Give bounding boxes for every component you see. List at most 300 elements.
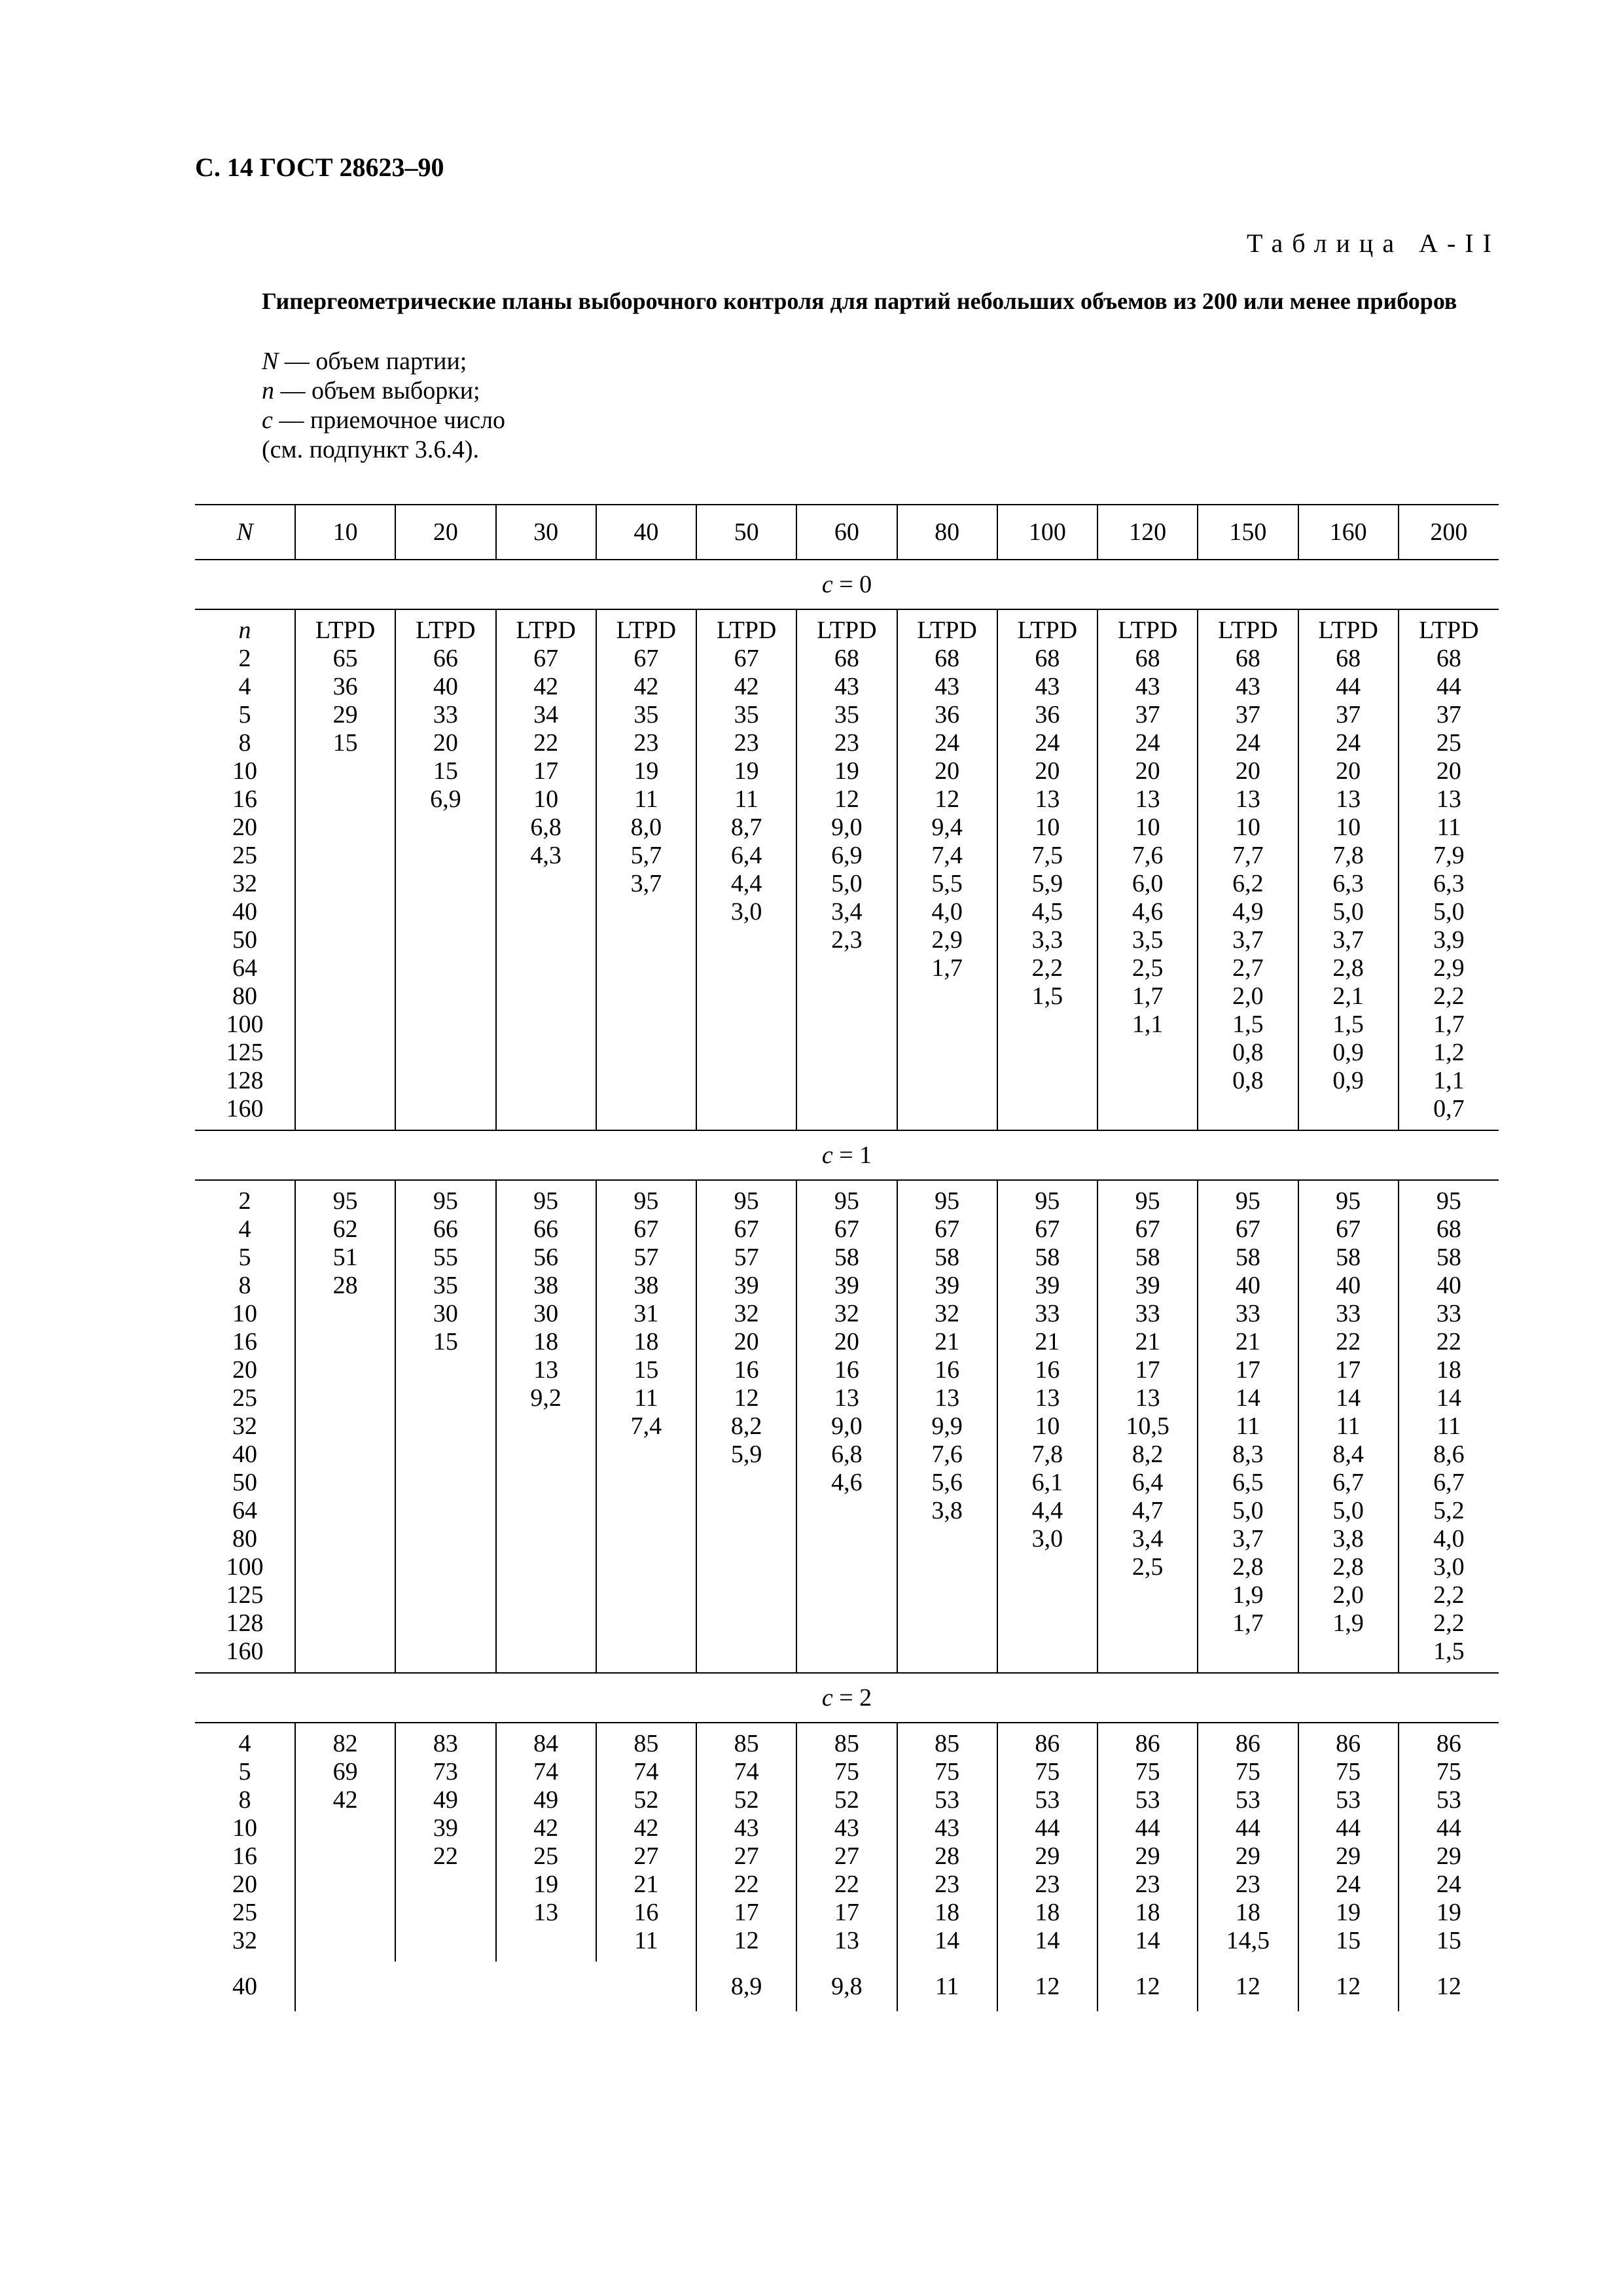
- ltpd-value: 4,0: [931, 898, 963, 925]
- ltpd-column-cell: [696, 1723, 796, 1962]
- n-value: 100: [226, 1553, 264, 1581]
- ltpd-value: 66: [433, 1215, 458, 1243]
- ltpd-value: 43: [834, 1814, 859, 1842]
- ltpd-value: 20: [1436, 757, 1461, 785]
- ltpd-value: 37: [1135, 701, 1160, 728]
- section-label-symbol: c: [821, 1141, 833, 1169]
- ltpd-value: 1,2: [1433, 1039, 1465, 1066]
- ltpd-value: 67: [1336, 1215, 1361, 1243]
- ltpd-value: 24: [1235, 729, 1260, 757]
- ltpd-value: 20: [1135, 757, 1160, 785]
- n-value: 40: [232, 898, 257, 925]
- ltpd-value: 4,3: [530, 842, 562, 869]
- ltpd-value: 52: [734, 1786, 759, 1814]
- ltpd-value: 75: [834, 1758, 859, 1785]
- ltpd-value: 29: [1436, 1842, 1461, 1870]
- ltpd-value: 2,5: [1132, 954, 1164, 982]
- ltpd-value: 58: [1035, 1244, 1060, 1271]
- ltpd-value: 95: [433, 1187, 458, 1215]
- ltpd-value: 8,3: [1232, 1441, 1264, 1468]
- ltpd-value: 95: [1336, 1187, 1361, 1215]
- ltpd-value: 1,7: [931, 954, 963, 982]
- ltpd-value: 11: [1236, 1412, 1260, 1440]
- ltpd-value: 38: [633, 1272, 659, 1299]
- ltpd-value: 18: [533, 1328, 559, 1355]
- ltpd-value: 95: [834, 1187, 859, 1215]
- ltpd-value: 8,2: [730, 1412, 762, 1440]
- ltpd-value: 5,7: [630, 842, 662, 869]
- header-N: N: [195, 505, 295, 560]
- ltpd-column-cell: [796, 1723, 897, 1962]
- tail-value: 12: [997, 1962, 1097, 2011]
- n-value: 4: [238, 1730, 251, 1757]
- ltpd-value: 27: [633, 1842, 659, 1870]
- legend-c-symbol: c: [262, 406, 273, 434]
- ltpd-value: 12: [734, 1927, 759, 1954]
- ltpd-value: 57: [633, 1244, 659, 1271]
- ltpd-column-cell: [596, 1180, 696, 1673]
- ltpd-value: 11: [1336, 1412, 1361, 1440]
- ltpd-value: 37: [1235, 701, 1260, 728]
- ltpd-value: 86: [1035, 1730, 1060, 1757]
- ltpd-value: 39: [834, 1272, 859, 1299]
- ltpd-value: 43: [935, 1814, 960, 1842]
- ltpd-value: 39: [433, 1814, 458, 1842]
- ltpd-value: 65: [332, 645, 358, 672]
- ltpd-value: 23: [734, 729, 759, 757]
- ltpd-value: 4,7: [1132, 1497, 1164, 1524]
- ltpd-value: 10: [1135, 814, 1160, 841]
- n-value: 25: [232, 1899, 257, 1926]
- n-value: 25: [232, 842, 257, 869]
- ltpd-value: 6,5: [1232, 1469, 1264, 1496]
- ltpd-value: 22: [533, 729, 559, 757]
- ltpd-column-cell: [897, 609, 997, 1130]
- ltpd-value: 21: [1235, 1328, 1260, 1355]
- ltpd-value: 6,0: [1132, 870, 1164, 897]
- ltpd-value: 67: [1235, 1215, 1260, 1243]
- ltpd-value: 58: [1135, 1244, 1160, 1271]
- n-value: 16: [232, 1328, 257, 1355]
- tail-value: 12: [1399, 1962, 1499, 2011]
- ltpd-value: 58: [1436, 1244, 1461, 1271]
- ltpd-value: 20: [1235, 757, 1260, 785]
- ltpd-value: 51: [332, 1244, 358, 1271]
- ltpd-value: 67: [734, 645, 759, 672]
- ltpd-value: 29: [1135, 1842, 1160, 1870]
- ltpd-value: 7,4: [931, 842, 963, 869]
- n-value: 8: [238, 1786, 251, 1814]
- n-value: 5: [238, 1758, 251, 1785]
- ltpd-value: LTPD: [1117, 617, 1178, 644]
- section-block-row: [195, 609, 1499, 1130]
- ltpd-value: 2,5: [1132, 1553, 1164, 1581]
- ltpd-value: 37: [1436, 701, 1461, 728]
- ltpd-value: 20: [734, 1328, 759, 1355]
- ltpd-value: 16: [834, 1356, 859, 1384]
- ltpd-value: 11: [634, 785, 658, 813]
- ltpd-value: 2,2: [1433, 1609, 1465, 1637]
- ltpd-value: 3,5: [1132, 926, 1164, 954]
- ltpd-value: 18: [1436, 1356, 1461, 1384]
- ltpd-value: 3,8: [931, 1497, 963, 1524]
- section-label-symbol: c: [821, 1684, 833, 1712]
- legend-N-symbol: N: [262, 348, 279, 375]
- ltpd-value: 69: [332, 1758, 358, 1785]
- ltpd-value: 12: [935, 785, 960, 813]
- ltpd-value: 44: [1135, 1814, 1160, 1842]
- legend-c: [262, 406, 505, 435]
- ltpd-value: 53: [935, 1786, 960, 1814]
- n-value: 160: [226, 1638, 264, 1665]
- ltpd-value: 6,4: [1132, 1469, 1164, 1496]
- tail-value: 12: [1198, 1962, 1298, 2011]
- ltpd-value: 42: [633, 673, 659, 700]
- section-label-value: = 0: [832, 571, 872, 598]
- ltpd-value: 33: [1235, 1300, 1260, 1327]
- ltpd-value: 17: [1235, 1356, 1260, 1384]
- ltpd-value: 5,5: [931, 870, 963, 897]
- table-caption: Таблица А-II: [1247, 228, 1501, 258]
- n-value: 5: [238, 1244, 251, 1271]
- ltpd-value: 37: [1336, 701, 1361, 728]
- ltpd-value: 53: [1135, 1786, 1160, 1814]
- ltpd-value: 30: [433, 1300, 458, 1327]
- ltpd-value: 11: [1436, 814, 1461, 841]
- ltpd-value: 3,0: [1433, 1553, 1465, 1581]
- ltpd-value: 67: [734, 1215, 759, 1243]
- ltpd-value: 29: [332, 701, 358, 728]
- ltpd-value: 15: [1336, 1927, 1361, 1954]
- ltpd-value: 22: [1336, 1328, 1361, 1355]
- ltpd-value: 43: [1135, 673, 1160, 700]
- ltpd-value: 66: [533, 1215, 559, 1243]
- ltpd-value: 1,5: [1332, 1011, 1364, 1038]
- ltpd-value: 13: [1035, 1384, 1060, 1412]
- n-value: 10: [232, 1814, 257, 1842]
- header-col: 30: [496, 505, 596, 560]
- n-column-cell: [195, 609, 295, 1130]
- ltpd-value: 0,9: [1332, 1067, 1364, 1094]
- tail-value: 12: [1097, 1962, 1198, 2011]
- ltpd-value: 7,7: [1232, 842, 1264, 869]
- ltpd-value: 3,0: [730, 898, 762, 925]
- tail-value: [295, 1962, 395, 2011]
- ltpd-value: LTPD: [1318, 617, 1378, 644]
- header-row: [195, 505, 1499, 560]
- ltpd-column-cell: [1298, 1723, 1399, 1962]
- ltpd-value: 95: [1436, 1187, 1461, 1215]
- ltpd-value: 68: [1235, 645, 1260, 672]
- ltpd-column-cell: [997, 1723, 1097, 1962]
- ltpd-value: 9,9: [931, 1412, 963, 1440]
- ltpd-value: 17: [834, 1899, 859, 1926]
- ltpd-value: 10: [533, 785, 559, 813]
- ltpd-value: 36: [935, 701, 960, 728]
- n-value: 25: [232, 1384, 257, 1412]
- ltpd-value: 33: [433, 701, 458, 728]
- legend-n-text: — объем выборки;: [274, 377, 480, 404]
- ltpd-value: 18: [1235, 1899, 1260, 1926]
- ltpd-value: 5,0: [1332, 898, 1364, 925]
- n-value: 16: [232, 785, 257, 813]
- ltpd-value: 16: [633, 1899, 659, 1926]
- ltpd-value: 39: [1035, 1272, 1060, 1299]
- n-value: 32: [232, 870, 257, 897]
- n-value: 5: [238, 701, 251, 728]
- ltpd-column-cell: [997, 609, 1097, 1130]
- section-block-row: [195, 1723, 1499, 1962]
- ltpd-value: 44: [1336, 673, 1361, 700]
- n-value: 4: [238, 673, 251, 700]
- ltpd-column-cell: [796, 609, 897, 1130]
- ltpd-value: 4,6: [831, 1469, 863, 1496]
- n-value: 128: [226, 1609, 264, 1637]
- ltpd-value: 19: [1436, 1899, 1461, 1926]
- ltpd-value: 68: [1035, 645, 1060, 672]
- ltpd-value: LTPD: [1419, 617, 1479, 644]
- n-value: 100: [226, 1011, 264, 1038]
- ltpd-value: 20: [433, 729, 458, 757]
- ltpd-value: 1,5: [1031, 982, 1063, 1010]
- ltpd-column-cell: [1399, 1180, 1499, 1673]
- ltpd-column-cell: [997, 1180, 1097, 1673]
- ltpd-value: 32: [734, 1300, 759, 1327]
- ltpd-value: 18: [1135, 1899, 1160, 1926]
- ltpd-value: 4,6: [1132, 898, 1164, 925]
- ltpd-value: 14: [1235, 1384, 1260, 1412]
- ltpd-value: 32: [834, 1300, 859, 1327]
- ltpd-value: 30: [533, 1300, 559, 1327]
- ltpd-value: 3,7: [1232, 1525, 1264, 1552]
- ltpd-value: 7,8: [1031, 1441, 1063, 1468]
- ltpd-value: 49: [433, 1786, 458, 1814]
- ltpd-column-cell: [395, 1180, 495, 1673]
- ltpd-value: 0,7: [1433, 1095, 1465, 1122]
- ltpd-value: 4,4: [1031, 1497, 1063, 1524]
- ltpd-value: 28: [935, 1842, 960, 1870]
- n-value: 20: [232, 1871, 257, 1898]
- tail-value: 9,8: [796, 1962, 897, 2011]
- ltpd-value: 2,2: [1433, 982, 1465, 1010]
- ltpd-value: 49: [533, 1786, 559, 1814]
- n-value: 80: [232, 982, 257, 1010]
- ltpd-value: 42: [533, 673, 559, 700]
- ltpd-column-cell: [295, 1723, 395, 1962]
- ltpd-value: 95: [734, 1187, 759, 1215]
- ltpd-column-cell: [696, 609, 796, 1130]
- ltpd-value: 2,9: [1433, 954, 1465, 982]
- legend-N-text: — объем партии;: [278, 348, 467, 375]
- ltpd-column-cell: [1198, 1180, 1298, 1673]
- ltpd-value: 15: [1436, 1927, 1461, 1954]
- ltpd-value: 95: [935, 1187, 960, 1215]
- ltpd-value: 13: [1235, 785, 1260, 813]
- ltpd-column-cell: [1399, 609, 1499, 1130]
- ltpd-value: 12: [734, 1384, 759, 1412]
- ltpd-value: 16: [1035, 1356, 1060, 1384]
- ltpd-value: 43: [935, 673, 960, 700]
- header-col: 40: [596, 505, 696, 560]
- ltpd-value: 20: [1035, 757, 1060, 785]
- ltpd-value: 68: [1436, 645, 1461, 672]
- ltpd-value: 14: [1336, 1384, 1361, 1412]
- ltpd-value: 28: [332, 1272, 358, 1299]
- ltpd-value: 0,8: [1232, 1039, 1264, 1066]
- ltpd-value: 52: [633, 1786, 659, 1814]
- ltpd-value: 36: [1035, 701, 1060, 728]
- ltpd-value: 67: [633, 1215, 659, 1243]
- ltpd-value: 4,9: [1232, 898, 1264, 925]
- ltpd-value: 2,9: [931, 926, 963, 954]
- header-col: 200: [1399, 505, 1499, 560]
- ltpd-column-cell: [496, 609, 596, 1130]
- ltpd-value: 11: [634, 1384, 658, 1412]
- ltpd-value: 19: [1336, 1899, 1361, 1926]
- n-value: 2: [238, 645, 251, 672]
- ltpd-value: 82: [332, 1730, 358, 1757]
- ltpd-value: 10: [1235, 814, 1260, 841]
- ltpd-value: 84: [533, 1730, 559, 1757]
- header-col: 120: [1097, 505, 1198, 560]
- ltpd-value: 86: [1235, 1730, 1260, 1757]
- ltpd-value: 40: [1436, 1272, 1461, 1299]
- ltpd-value: 6,7: [1332, 1469, 1364, 1496]
- ltpd-value: 67: [834, 1215, 859, 1243]
- ltpd-value: 10: [1336, 814, 1361, 841]
- ltpd-value: 33: [1436, 1300, 1461, 1327]
- ltpd-value: 29: [1035, 1842, 1060, 1870]
- ltpd-column-cell: [1097, 1723, 1198, 1962]
- ltpd-value: 21: [935, 1328, 960, 1355]
- legend-c-text: — приемочное число: [272, 406, 506, 434]
- ltpd-value: 11: [734, 785, 758, 813]
- ltpd-value: 67: [633, 645, 659, 672]
- header-col: 20: [395, 505, 495, 560]
- ltpd-value: 2,0: [1332, 1581, 1364, 1609]
- ltpd-column-cell: [1097, 609, 1198, 1130]
- ltpd-value: 53: [1235, 1786, 1260, 1814]
- ltpd-value: 68: [1436, 1215, 1461, 1243]
- ltpd-value: LTPD: [315, 617, 376, 644]
- ltpd-value: 3,9: [1433, 926, 1465, 954]
- ltpd-value: 75: [1035, 1758, 1060, 1785]
- ltpd-value: LTPD: [616, 617, 677, 644]
- legend-n-symbol: n: [262, 377, 274, 404]
- n-value: 32: [232, 1412, 257, 1440]
- ltpd-value: 19: [633, 757, 659, 785]
- ltpd-value: 20: [935, 757, 960, 785]
- ltpd-value: 57: [734, 1244, 759, 1271]
- ltpd-value: 20: [834, 1328, 859, 1355]
- ltpd-value: 62: [332, 1215, 358, 1243]
- n-value: 32: [232, 1927, 257, 1954]
- section-label-row: [195, 560, 1499, 609]
- ltpd-value: 24: [935, 729, 960, 757]
- ltpd-value: 4,0: [1433, 1525, 1465, 1552]
- tail-value: [596, 1962, 696, 2011]
- ltpd-value: LTPD: [516, 617, 576, 644]
- ltpd-value: 33: [1135, 1300, 1160, 1327]
- header-col: 150: [1198, 505, 1298, 560]
- ltpd-value: 68: [1336, 645, 1361, 672]
- n-value: n: [238, 617, 251, 644]
- ltpd-value: 10,5: [1126, 1412, 1169, 1440]
- ltpd-value: 2,7: [1232, 954, 1264, 982]
- ltpd-value: 18: [633, 1328, 659, 1355]
- ltpd-value: 19: [834, 757, 859, 785]
- ltpd-value: 17: [734, 1899, 759, 1926]
- ltpd-value: 2,2: [1433, 1581, 1465, 1609]
- ltpd-value: 39: [935, 1272, 960, 1299]
- ltpd-value: 7,9: [1433, 842, 1465, 869]
- ltpd-value: 4,5: [1031, 898, 1063, 925]
- ltpd-value: 13: [1035, 785, 1060, 813]
- header-col: 100: [997, 505, 1097, 560]
- ltpd-value: 13: [533, 1356, 559, 1384]
- ltpd-value: 8,0: [630, 814, 662, 841]
- ltpd-value: 5,6: [931, 1469, 963, 1496]
- ltpd-value: 16: [734, 1356, 759, 1384]
- ltpd-value: 75: [1135, 1758, 1160, 1785]
- ltpd-value: 43: [834, 673, 859, 700]
- ltpd-value: 85: [633, 1730, 659, 1757]
- n-value: 64: [232, 1497, 257, 1524]
- ltpd-value: 34: [533, 701, 559, 728]
- ltpd-value: 75: [1336, 1758, 1361, 1785]
- ltpd-value: 18: [935, 1899, 960, 1926]
- ltpd-value: 13: [1436, 785, 1461, 813]
- ltpd-value: 8,6: [1433, 1441, 1465, 1468]
- ltpd-value: 95: [332, 1187, 358, 1215]
- ltpd-value: 15: [332, 729, 358, 757]
- tail-n-value: 40: [232, 1973, 257, 2000]
- n-value: 16: [232, 1842, 257, 1870]
- ltpd-column-cell: [897, 1723, 997, 1962]
- section-label-row: [195, 1673, 1499, 1723]
- ltpd-value: 95: [533, 1187, 559, 1215]
- ltpd-value: 33: [1035, 1300, 1060, 1327]
- legend-ref: (см. подпункт 3.6.4).: [262, 436, 480, 463]
- n-value: 20: [232, 814, 257, 841]
- ltpd-value: 21: [633, 1871, 659, 1898]
- ltpd-value: 2,0: [1232, 982, 1264, 1010]
- ltpd-value: 19: [734, 757, 759, 785]
- ltpd-value: LTPD: [416, 617, 476, 644]
- ltpd-value: 39: [734, 1272, 759, 1299]
- ltpd-value: 95: [633, 1187, 659, 1215]
- ltpd-value: 67: [935, 1215, 960, 1243]
- ltpd-value: 19: [533, 1871, 559, 1898]
- ltpd-column-cell: [1298, 1180, 1399, 1673]
- section-label: [195, 560, 1499, 609]
- n-value: 2: [238, 1187, 251, 1215]
- sampling-plans-table: [195, 504, 1499, 2011]
- ltpd-value: 6,9: [430, 785, 461, 813]
- ltpd-value: 5,0: [1332, 1497, 1364, 1524]
- ltpd-value: 56: [533, 1244, 559, 1271]
- ltpd-value: 67: [1035, 1215, 1060, 1243]
- ltpd-value: 44: [1235, 1814, 1260, 1842]
- n-value: 8: [238, 1272, 251, 1299]
- ltpd-value: 40: [1336, 1272, 1361, 1299]
- n-value: 10: [232, 1300, 257, 1327]
- ltpd-value: 1,1: [1132, 1011, 1164, 1038]
- ltpd-value: 13: [1135, 1384, 1160, 1412]
- ltpd-value: 9,4: [931, 814, 963, 841]
- n-value: 125: [226, 1581, 264, 1609]
- ltpd-value: 15: [633, 1356, 659, 1384]
